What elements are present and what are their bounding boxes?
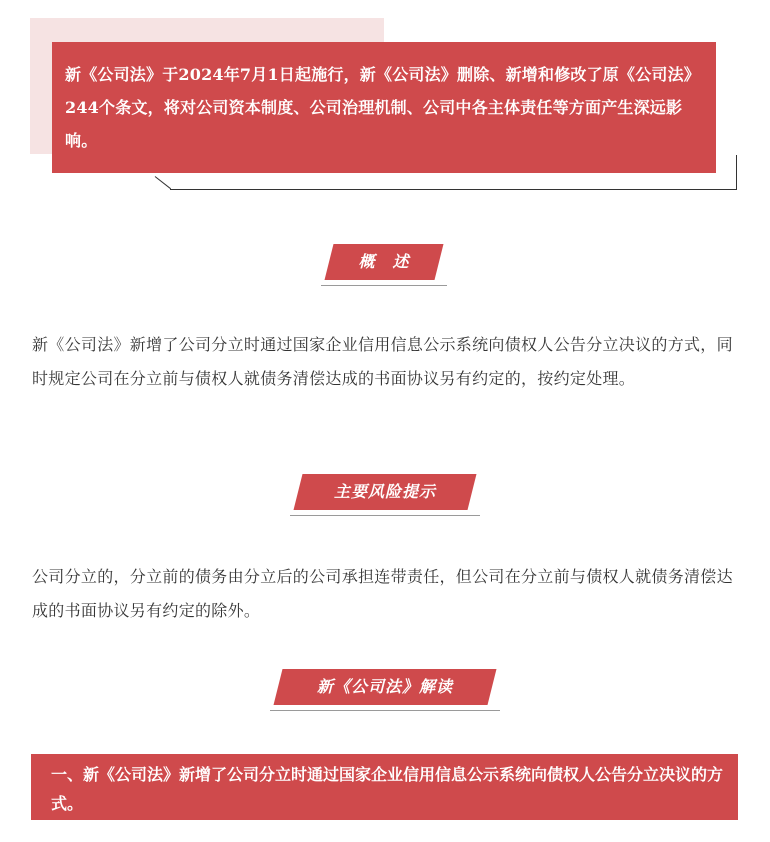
intro-text: 新《公司法》于2024年7月1日起施行，新《公司法》删除、新增和修改了原《公司法》244个条文，将对公司资本制度、公司治理机制、公司中各主体责任等方面产生深远影响。	[65, 65, 700, 150]
section-heading-interpretation	[270, 669, 500, 707]
heading-underline	[290, 515, 480, 516]
interpretation-point-1	[31, 754, 738, 820]
intro-decor-line-diagonal	[155, 176, 171, 189]
heading-underline	[321, 285, 447, 286]
heading-label: 概 述	[358, 252, 410, 271]
interpretation-point-1-text: 一、新《公司法》新增了公司分立时通过国家企业信用信息公示系统向债权人公告分立决议的方式。	[51, 765, 724, 813]
risk-paragraph: 公司分立的，分立前的债务由分立后的公司承担连带责任，但公司在分立前与债权人就债务清偿达成的书面协议另有约定的除外。	[32, 567, 733, 620]
overview-paragraph: 新《公司法》新增了公司分立时通过国家企业信用信息公示系统向债权人公告分立决议的方式，同时规定公司在分立前与债权人就债务清偿达成的书面协议另有约定的，按约定处理。	[32, 335, 733, 388]
section-heading-risk	[290, 474, 480, 512]
intro-decor-line	[170, 189, 737, 190]
section-heading-overview	[321, 244, 447, 282]
intro-callout	[52, 42, 716, 173]
intro-decor-line-vertical	[736, 155, 737, 190]
heading-label: 主要风险提示	[333, 482, 436, 501]
heading-underline	[270, 710, 500, 711]
heading-label: 新《公司法》解读	[316, 677, 453, 696]
